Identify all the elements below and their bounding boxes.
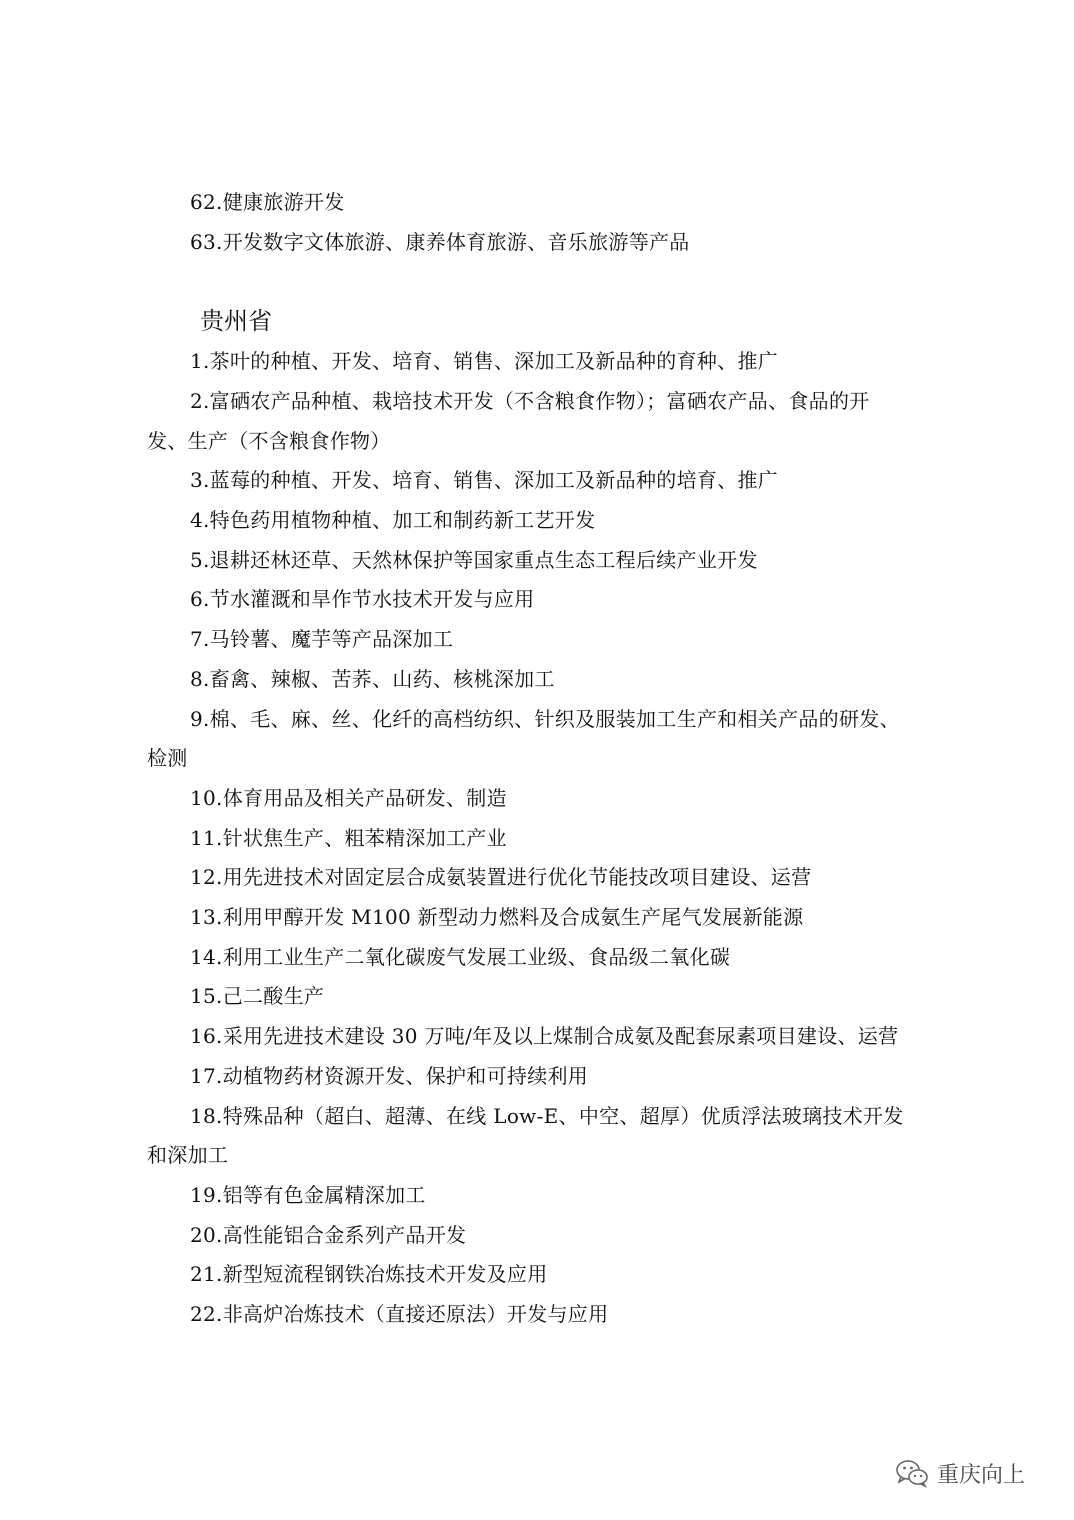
list-item-63: 63.开发数字文体旅游、康养体育旅游、音乐旅游等产品 [190,230,690,254]
list-item-62: 62.健康旅游开发 [190,190,345,214]
list-item: 9.棉、毛、麻、丝、化纤的高档纺织、针织及服装加工生产和相关产品的研发、 [190,707,900,731]
list-item: 15.己二酸生产 [190,984,325,1008]
list-item: 22.非高炉冶炼技术（直接还原法）开发与应用 [190,1302,609,1326]
list-item: 12.用先进技术对固定层合成氨装置进行优化节能技改项目建设、运营 [190,865,812,889]
list-item: 3.蓝莓的种植、开发、培育、销售、深加工及新品种的培育、推广 [190,468,779,492]
list-item: 14.利用工业生产二氧化碳废气发展工业级、食品级二氧化碳 [190,945,731,969]
list-item: 10.体育用品及相关产品研发、制造 [190,786,507,810]
wechat-icon [895,1458,929,1488]
list-item: 21.新型短流程钢铁冶炼技术开发及应用 [190,1262,548,1286]
watermark [895,1456,1025,1490]
list-item: 17.动植物药材资源开发、保护和可持续利用 [190,1064,589,1088]
list-item: 1.茶叶的种植、开发、培育、销售、深加工及新品种的育种、推广 [190,349,779,373]
section-heading-guizhou: 贵州省 [200,307,272,335]
list-item: 16.采用先进技术建设 30 万吨/年及以上煤制合成氨及配套尿素项目建设、运营 [190,1024,899,1048]
list-item: 5.退耕还林还草、天然林保护等国家重点生态工程后续产业开发 [190,548,758,572]
list-item: 8.畜禽、辣椒、苦荞、山药、核桃深加工 [190,667,555,691]
list-item: 2.富硒农产品种植、栽培技术开发（不含粮食作物）；富硒农产品、食品的开 [190,389,870,413]
list-item-continuation: 发、生产（不含粮食作物） [147,429,391,453]
list-item: 18.特殊品种（超白、超薄、在线 Low-E、中空、超厚）优质浮法玻璃技术开发 [190,1104,904,1128]
list-item: 4.特色药用植物种植、加工和制药新工艺开发 [190,508,596,532]
list-item: 13.利用甲醇开发 M100 新型动力燃料及合成氨生产尾气发展新能源 [190,905,804,929]
list-item: 20.高性能铝合金系列产品开发 [190,1223,467,1247]
watermark-text: 重庆向上 [937,1462,1026,1488]
list-item: 19.铝等有色金属精深加工 [190,1183,426,1207]
list-item: 7.马铃薯、魔芋等产品深加工 [190,627,454,651]
list-item: 11.针状焦生产、粗苯精深加工产业 [190,826,507,850]
list-item-continuation: 检测 [147,746,188,770]
list-item: 6.节水灌溉和旱作节水技术开发与应用 [190,587,535,611]
list-item-continuation: 和深加工 [147,1143,229,1167]
